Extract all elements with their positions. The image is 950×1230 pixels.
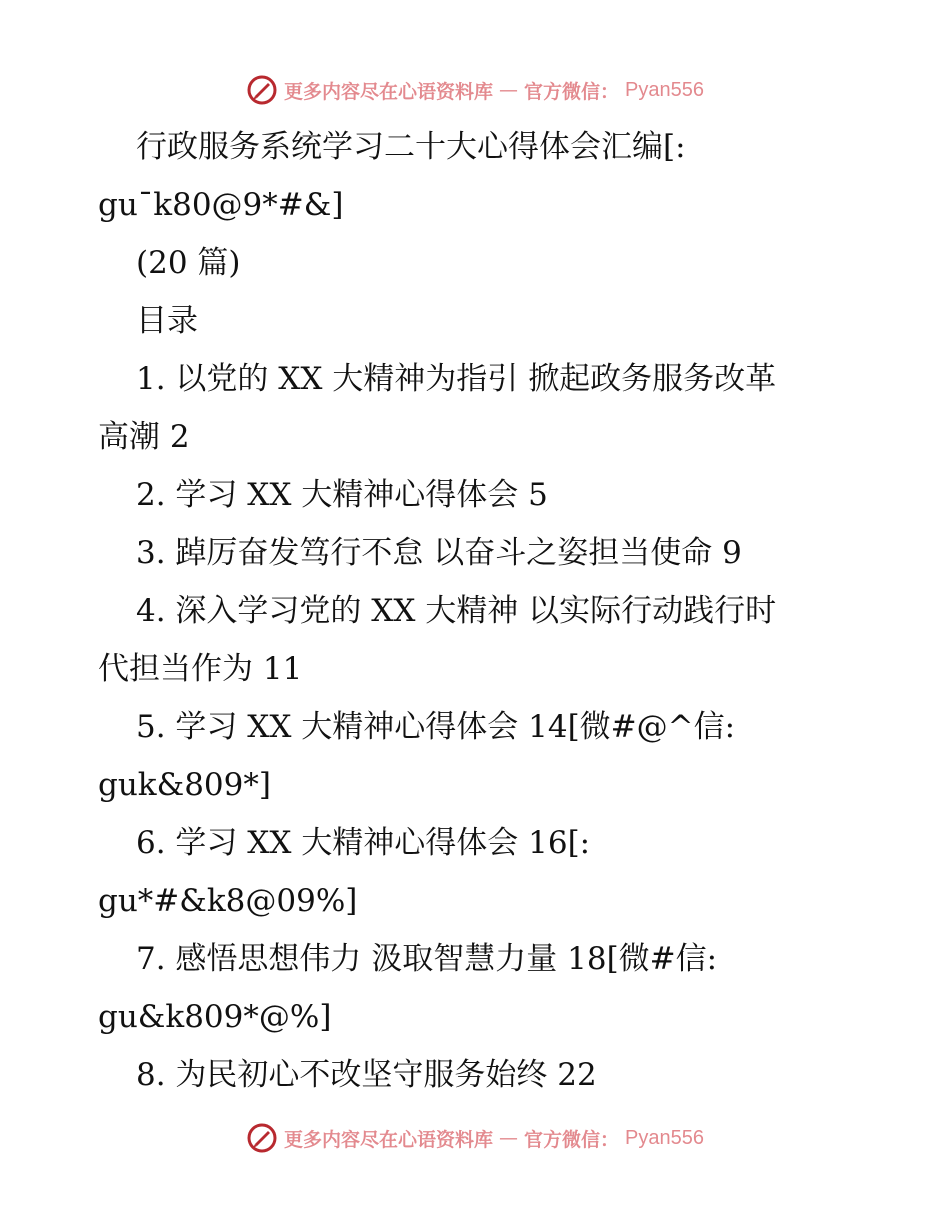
banner-handle: Pyan556 bbox=[625, 1126, 704, 1149]
banner-dash: — bbox=[499, 1127, 519, 1149]
header-banner bbox=[0, 70, 950, 110]
toc-item-1-cont: 高潮 2 bbox=[98, 419, 190, 455]
toc-item-7: 7. 感悟思想伟力 汲取智慧力量 18[微#信: bbox=[136, 941, 718, 977]
toc-item-6-cont: gu*#&k8@09%] bbox=[98, 883, 358, 919]
banner-slogan: 更多内容尽在心语资料库 bbox=[284, 1128, 494, 1151]
toc-item-8: 8. 为民初心不改坚守服务始终 22 bbox=[136, 1057, 597, 1093]
toc-item-5: 5. 学习 XX 大精神心得体会 14[微#@^信: bbox=[136, 709, 736, 745]
banner-dash: — bbox=[499, 79, 519, 101]
doc-title-line-1: 行政服务系统学习二十大心得体会汇编[: bbox=[136, 129, 686, 165]
toc-item-3: 3. 踔厉奋发笃行不怠 以奋斗之姿担当使命 9 bbox=[136, 535, 742, 571]
toc-heading: 目录 bbox=[136, 303, 198, 339]
footer-banner bbox=[0, 1118, 950, 1158]
banner-official-label: 官方微信： bbox=[524, 80, 620, 103]
doc-count: (20 篇) bbox=[136, 245, 241, 281]
toc-item-4: 4. 深入学习党的 XX 大精神 以实际行动践行时 bbox=[136, 593, 777, 629]
toc-item-7-cont: gu&k809*@%] bbox=[98, 999, 332, 1035]
toc-item-4-cont: 代担当作为 11 bbox=[98, 651, 303, 687]
toc-item-2: 2. 学习 XX 大精神心得体会 5 bbox=[136, 477, 548, 513]
banner-handle: Pyan556 bbox=[625, 78, 704, 101]
pen-logo-icon bbox=[246, 1122, 278, 1154]
document-body bbox=[98, 118, 858, 1104]
doc-title-line-2: gu¯k80@9*#&] bbox=[98, 187, 344, 223]
toc-item-6: 6. 学习 XX 大精神心得体会 16[: bbox=[136, 825, 591, 861]
toc-item-5-cont: guk&809*] bbox=[98, 767, 271, 803]
banner-official-label: 官方微信： bbox=[524, 1128, 620, 1151]
pen-logo-icon bbox=[246, 74, 278, 106]
toc-item-1: 1. 以党的 XX 大精神为指引 掀起政务服务改革 bbox=[136, 361, 777, 397]
banner-slogan: 更多内容尽在心语资料库 bbox=[284, 80, 494, 103]
